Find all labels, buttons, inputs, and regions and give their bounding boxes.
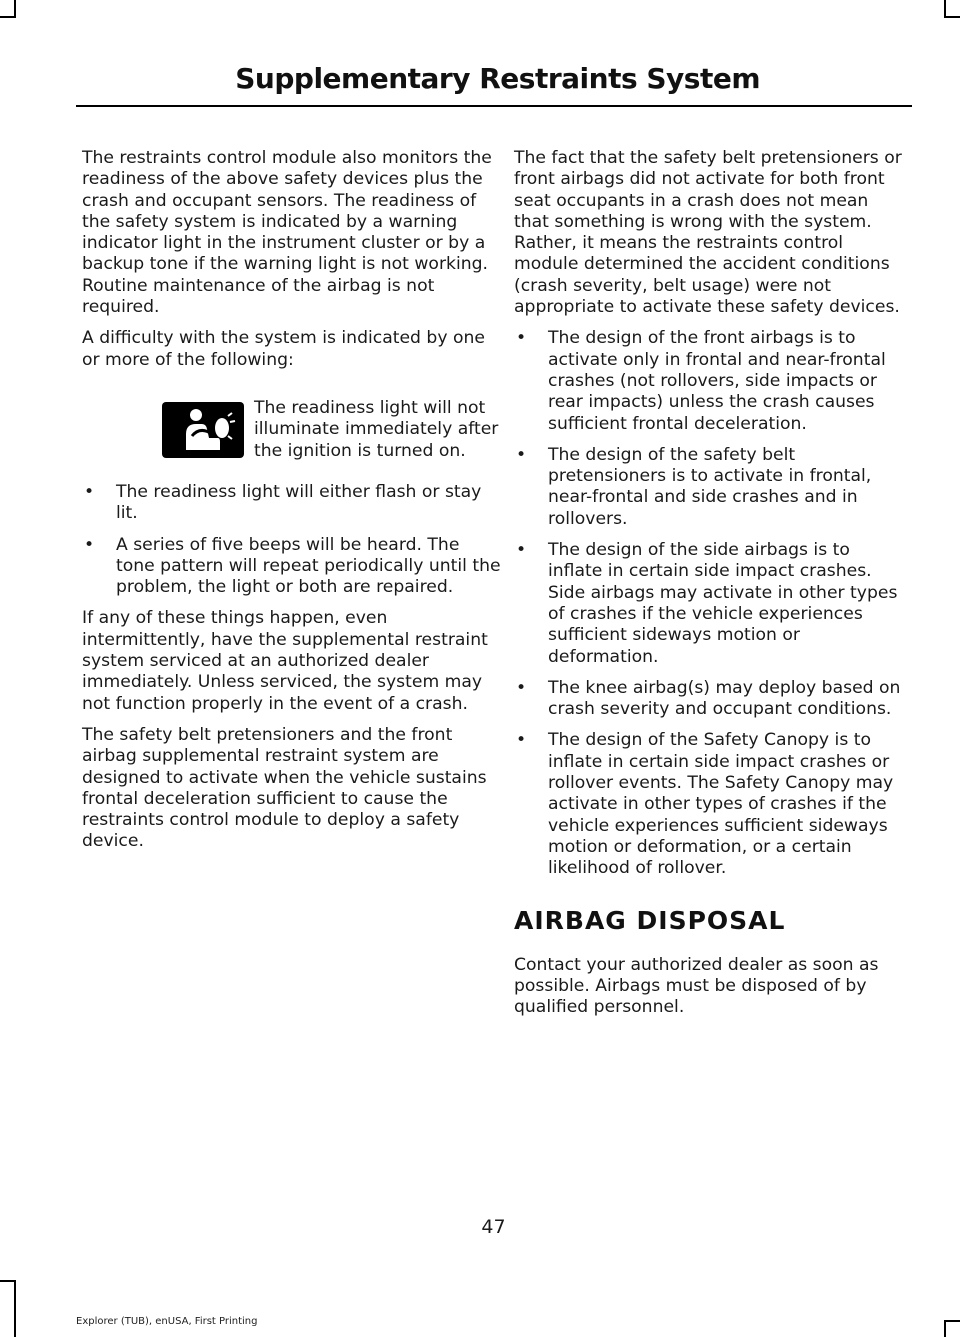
list-item: • The design of the Safety Canopy is to inflate in certain side impact crashes or rollover events. The Safety Canopy may activate in other types of crashes if the vehicle experiences sufficient sideways motion or deformation, or a certain likelihood of rollover. xyxy=(514,730,908,879)
section-heading: AIRBAG DISPOSAL xyxy=(514,905,786,935)
list-item: • A series of five beeps will be heard. The tone pattern will repeat periodically until the problem, the light or both are repaired. xyxy=(82,535,502,599)
left-column xyxy=(82,148,502,391)
list-item: • The design of the side airbags is to inflate in certain side impact crashes. Side airbags may activate in other types of crashes if the vehicle experiences sufficient sideways motion or deformation. xyxy=(514,540,908,668)
right-column xyxy=(514,148,908,1029)
warning-light-row xyxy=(82,398,502,462)
paragraph: The safety belt pretensioners and the front airbag supplemental restraint system are designed to activate when the vehicle sustains frontal deceleration sufficient to cause the restraints control module to deploy a safety device. xyxy=(82,724,487,852)
paragraph: The fact that the safety belt pretensioners or front airbags did not activate for both front seat occupants in a crash does not mean that something is wrong with the system. Rather, it means the restraints control module determined the accident conditions (crash severity, belt usage) were not appropriate to activate these safety devices. xyxy=(514,148,902,318)
header-rule xyxy=(76,105,912,107)
crop-mark xyxy=(14,1280,16,1337)
crop-mark xyxy=(0,1280,16,1282)
paragraph: A difficulty with the system is indicated by one or more of the following: xyxy=(82,328,485,370)
list-item: • The design of the safety belt pretensioners is to activate in frontal, near-frontal and side crashes and in rollovers. xyxy=(514,445,908,530)
list-item: • The design of the front airbags is to activate only in frontal and near-frontal crashes (not rollovers, side impacts or rear impacts) unless the crash causes sufficient frontal deceleration. xyxy=(514,328,908,434)
icon-description: The readiness light will not illuminate immediately after the ignition is turned on. xyxy=(254,398,499,461)
footer-text: Explorer (TUB), enUSA, First Printing xyxy=(76,1316,258,1327)
page-number: 47 xyxy=(481,1216,506,1238)
crop-mark xyxy=(0,16,16,18)
airbag-warning-icon xyxy=(162,402,244,458)
list-item: • The readiness light will either flash or stay lit. xyxy=(82,482,502,525)
page-title: Supplementary Restraints System xyxy=(235,62,760,95)
crop-mark xyxy=(944,1320,960,1322)
list-item: • The knee airbag(s) may deploy based on crash severity and occupant conditions. xyxy=(514,678,908,721)
paragraph: The restraints control module also monitors the readiness of the above safety devices plus the crash and occupant sensors. The readiness of the safety system is indicated by a warning indicator light in the instrument cluster or by a backup tone if the warning light is not working. Routine maintenance of the airbag is not required. xyxy=(82,148,492,318)
bullet-list xyxy=(82,482,502,598)
crop-mark xyxy=(944,1320,946,1337)
paragraph: If any of these things happen, even intermittently, have the supplemental restraint system serviced at an authorized dealer immediately. Unless serviced, the system may not function properly in the event of a crash. xyxy=(82,608,488,714)
crop-mark xyxy=(944,16,960,18)
left-column-lower xyxy=(82,482,502,863)
bullet-list xyxy=(514,328,908,879)
paragraph: Contact your authorized dealer as soon as possible. Airbags must be disposed of by qualified personnel. xyxy=(514,954,879,1018)
